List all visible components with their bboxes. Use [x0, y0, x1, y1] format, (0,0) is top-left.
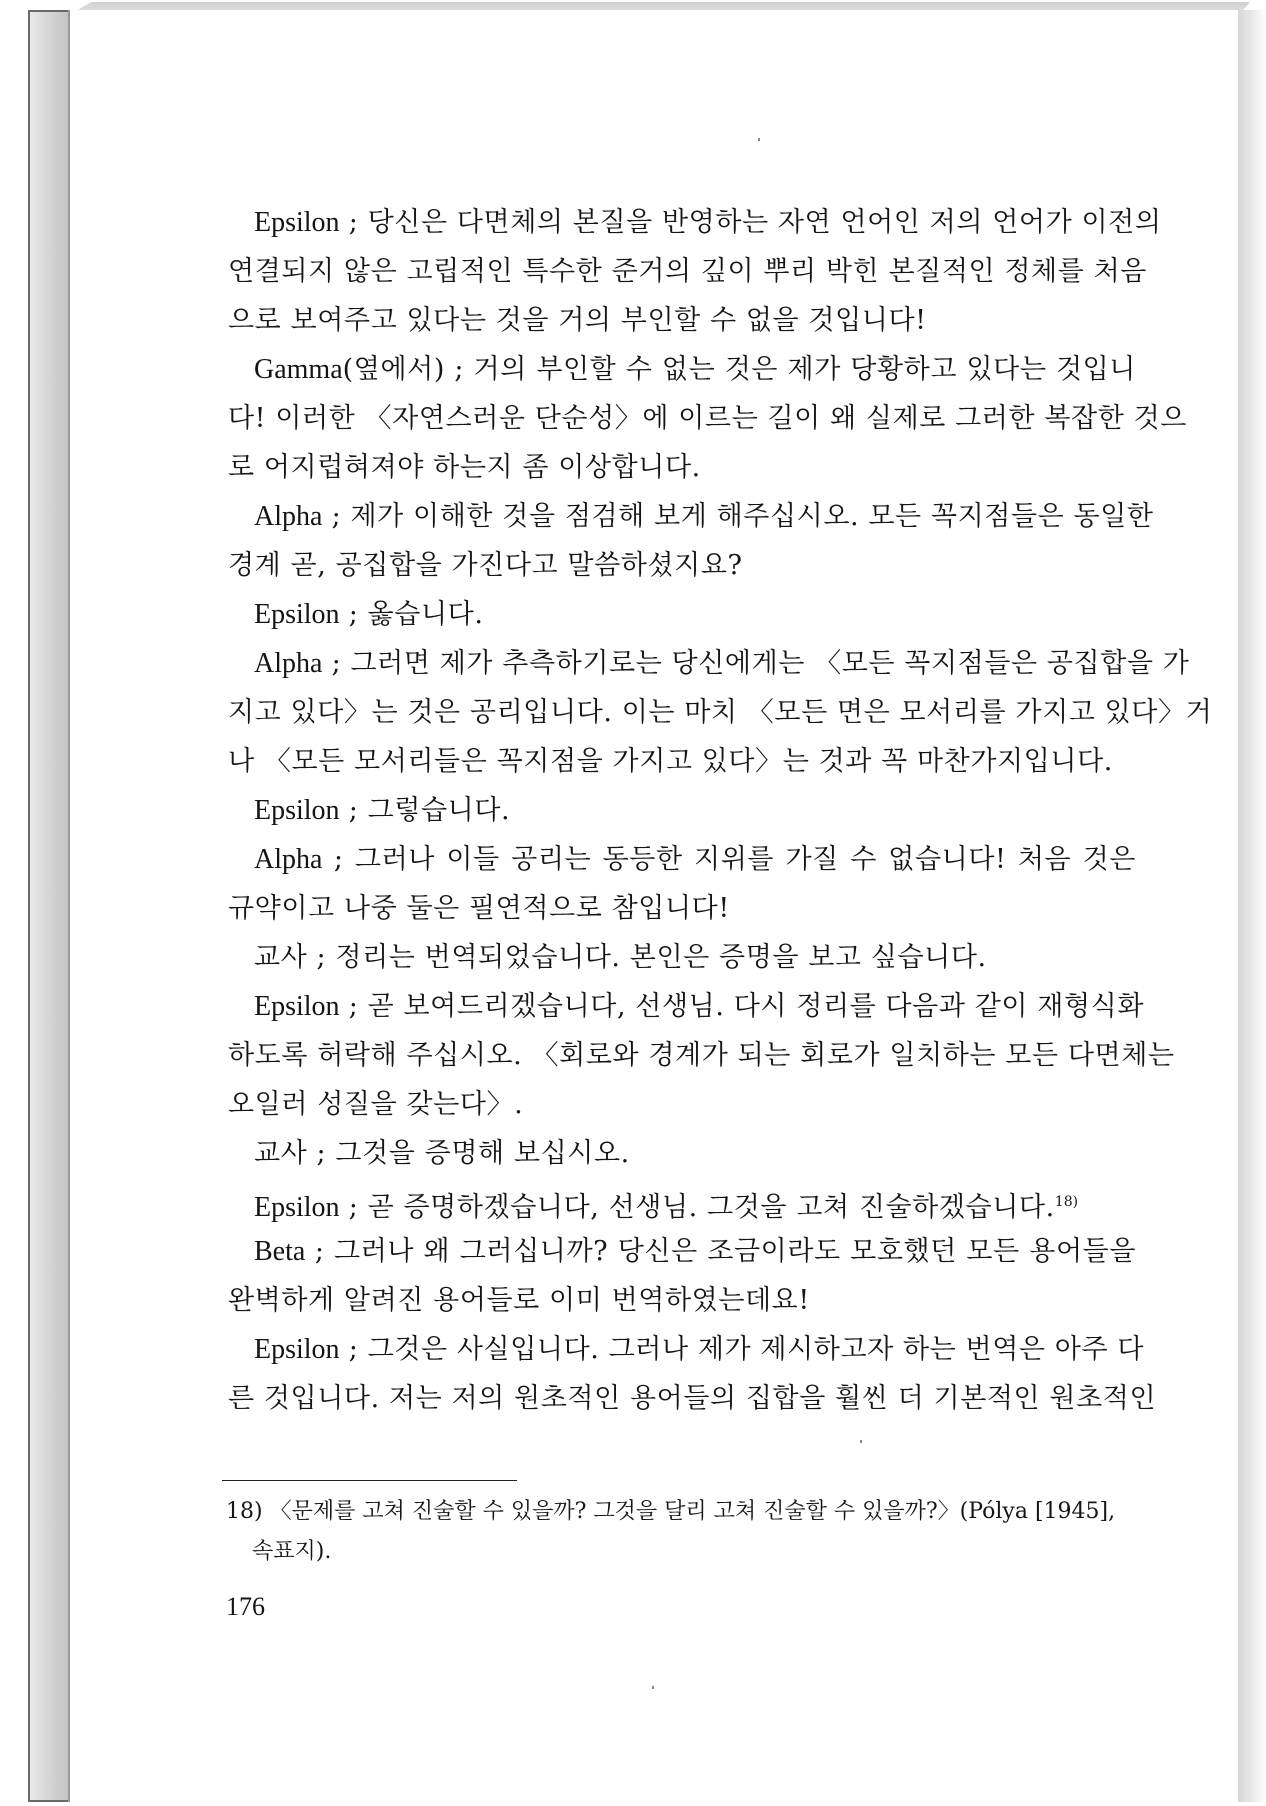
footnote-text: 〈문제를 고쳐 진술할 수 있을까? 그것을 달리 고쳐 진술할 수 있을까?〉(Pólya [1945], — [269, 1499, 1116, 1524]
text-line — [228, 198, 1162, 247]
line-text: (옆에서) ; 거의 부인할 수 없는 것은 제가 당황하고 있다는 것입니 — [342, 354, 1136, 385]
footnote-line-2: 속표지). — [252, 1539, 332, 1564]
speaker-name: Beta — [254, 1236, 306, 1267]
footnote-rule — [222, 1480, 517, 1481]
line-text: 교사 ; 그것을 증명해 보십시오. — [254, 1138, 630, 1169]
speaker-name: Epsilon — [254, 599, 340, 630]
speaker-name: Epsilon — [254, 1192, 340, 1223]
text-line — [228, 835, 1136, 884]
speaker-name: Gamma — [254, 354, 343, 385]
line-text: 교사 ; 정리는 번역되었습니다. 본인은 증명을 보고 싶습니다. — [254, 942, 987, 973]
text-line — [228, 688, 1213, 737]
page-edge-shadow — [1238, 10, 1266, 1802]
page-number: 176 — [226, 1592, 265, 1621]
text-line — [228, 492, 1154, 541]
speaker-name: Alpha — [254, 648, 323, 679]
text-line — [228, 884, 1136, 933]
text-line — [228, 933, 1136, 982]
text-line — [228, 443, 1136, 492]
line-text: 으로 보여주고 있다는 것을 거의 부인할 수 없을 것입니다! — [228, 305, 927, 336]
line-text: 오일러 성질을 갖는다〉. — [228, 1089, 524, 1120]
line-text: ; 그러나 왜 그러십니까? 당신은 조금이라도 모호했던 모든 용어들을 — [305, 1236, 1136, 1267]
line-text: 완벽하게 알려진 용어들로 이미 번역하였는데요! — [228, 1285, 810, 1316]
line-text: ; 제가 이해한 것을 점검해 보게 해주십시오. 모든 꼭지점들은 동일한 — [322, 501, 1154, 532]
speaker-name: Epsilon — [254, 207, 340, 238]
text-line — [228, 1227, 1136, 1276]
text-line — [228, 1325, 1144, 1374]
line-text: 다! 이러한 〈자연스러운 단순성〉에 이르는 길이 왜 실제로 그러한 복잡한 것으 — [228, 403, 1187, 434]
line-text: ; 옳습니다. — [339, 599, 484, 630]
text-line — [228, 1178, 1136, 1227]
line-text: 연결되지 않은 고립적인 특수한 준거의 깊이 뿌리 박힌 본질적인 정체를 처음 — [228, 256, 1147, 287]
text-line — [228, 1276, 1136, 1325]
text-line — [228, 982, 1144, 1031]
text-line — [228, 247, 1147, 296]
line-text: ; 곧 보여드리겠습니다, 선생님. 다시 정리를 다음과 같이 재형식화 — [339, 991, 1144, 1022]
speaker-name: Epsilon — [254, 795, 340, 826]
line-text: 나 〈모든 모서리들은 꼭지점을 가지고 있다〉는 것과 꼭 마찬가지입니다. — [228, 746, 1113, 777]
line-text: ; 그러나 이들 공리는 동등한 지위를 가질 수 없습니다! 처음 것은 — [322, 844, 1136, 875]
speaker-name: Alpha — [254, 501, 323, 532]
line-text: ; 그렇습니다. — [339, 795, 511, 826]
text-line — [228, 1080, 1136, 1129]
text-line — [228, 1031, 1175, 1080]
text-line — [228, 1129, 1136, 1178]
line-text: 지고 있다〉는 것은 공리입니다. 이는 마치 〈모든 면은 모서리를 가지고 있다〉거 — [228, 697, 1213, 728]
line-text: ; 그것은 사실입니다. 그러나 제가 제시하고자 하는 번역은 아주 다 — [339, 1334, 1144, 1365]
text-line — [228, 737, 1136, 786]
line-text: 른 것입니다. 저는 저의 원초적인 용어들의 집합을 훨씬 더 기본적인 원초적인 — [228, 1383, 1157, 1414]
text-line — [228, 1374, 1157, 1423]
text-line — [228, 394, 1187, 443]
line-text: 하도록 허락해 주십시오. 〈회로와 경계가 되는 회로가 일치하는 모든 다면체는 — [228, 1040, 1175, 1071]
scan-speck — [652, 1686, 654, 1689]
book-spine — [28, 10, 70, 1802]
speaker-name: Epsilon — [254, 991, 340, 1022]
footnote — [226, 1492, 1140, 1572]
line-text: 경계 곧, 공집합을 가진다고 말씀하셨지요? — [228, 550, 743, 581]
text-line — [228, 345, 1136, 394]
scan-speck — [860, 1440, 862, 1443]
footnote-line-1 — [226, 1492, 1140, 1532]
line-text: ; 그러면 제가 추측하기로는 당신에게는 〈모든 꼭지점들은 공집합을 가 — [322, 648, 1190, 679]
text-line — [228, 639, 1190, 688]
speaker-name: Alpha — [254, 844, 323, 875]
body-text — [228, 198, 1213, 1423]
speaker-name: Epsilon — [254, 1334, 340, 1365]
text-line — [228, 541, 1136, 590]
line-text: ; 곧 증명하겠습니다, 선생님. 그것을 고쳐 진술하겠습니다. — [339, 1192, 1055, 1223]
line-text: 규약이고 나중 둘은 필연적으로 참입니다! — [228, 893, 730, 924]
footnote-reference: 18) — [1054, 1194, 1079, 1210]
line-text: 로 어지럽혀져야 하는지 좀 이상합니다. — [228, 452, 701, 483]
text-line — [228, 296, 1136, 345]
text-line — [228, 590, 1136, 639]
scan-speck — [758, 138, 760, 141]
line-text: ; 당신은 다면체의 본질을 반영하는 자연 언어인 저의 언어가 이전의 — [339, 207, 1162, 238]
footnote-number: 18) — [226, 1499, 263, 1524]
text-line — [228, 786, 1136, 835]
